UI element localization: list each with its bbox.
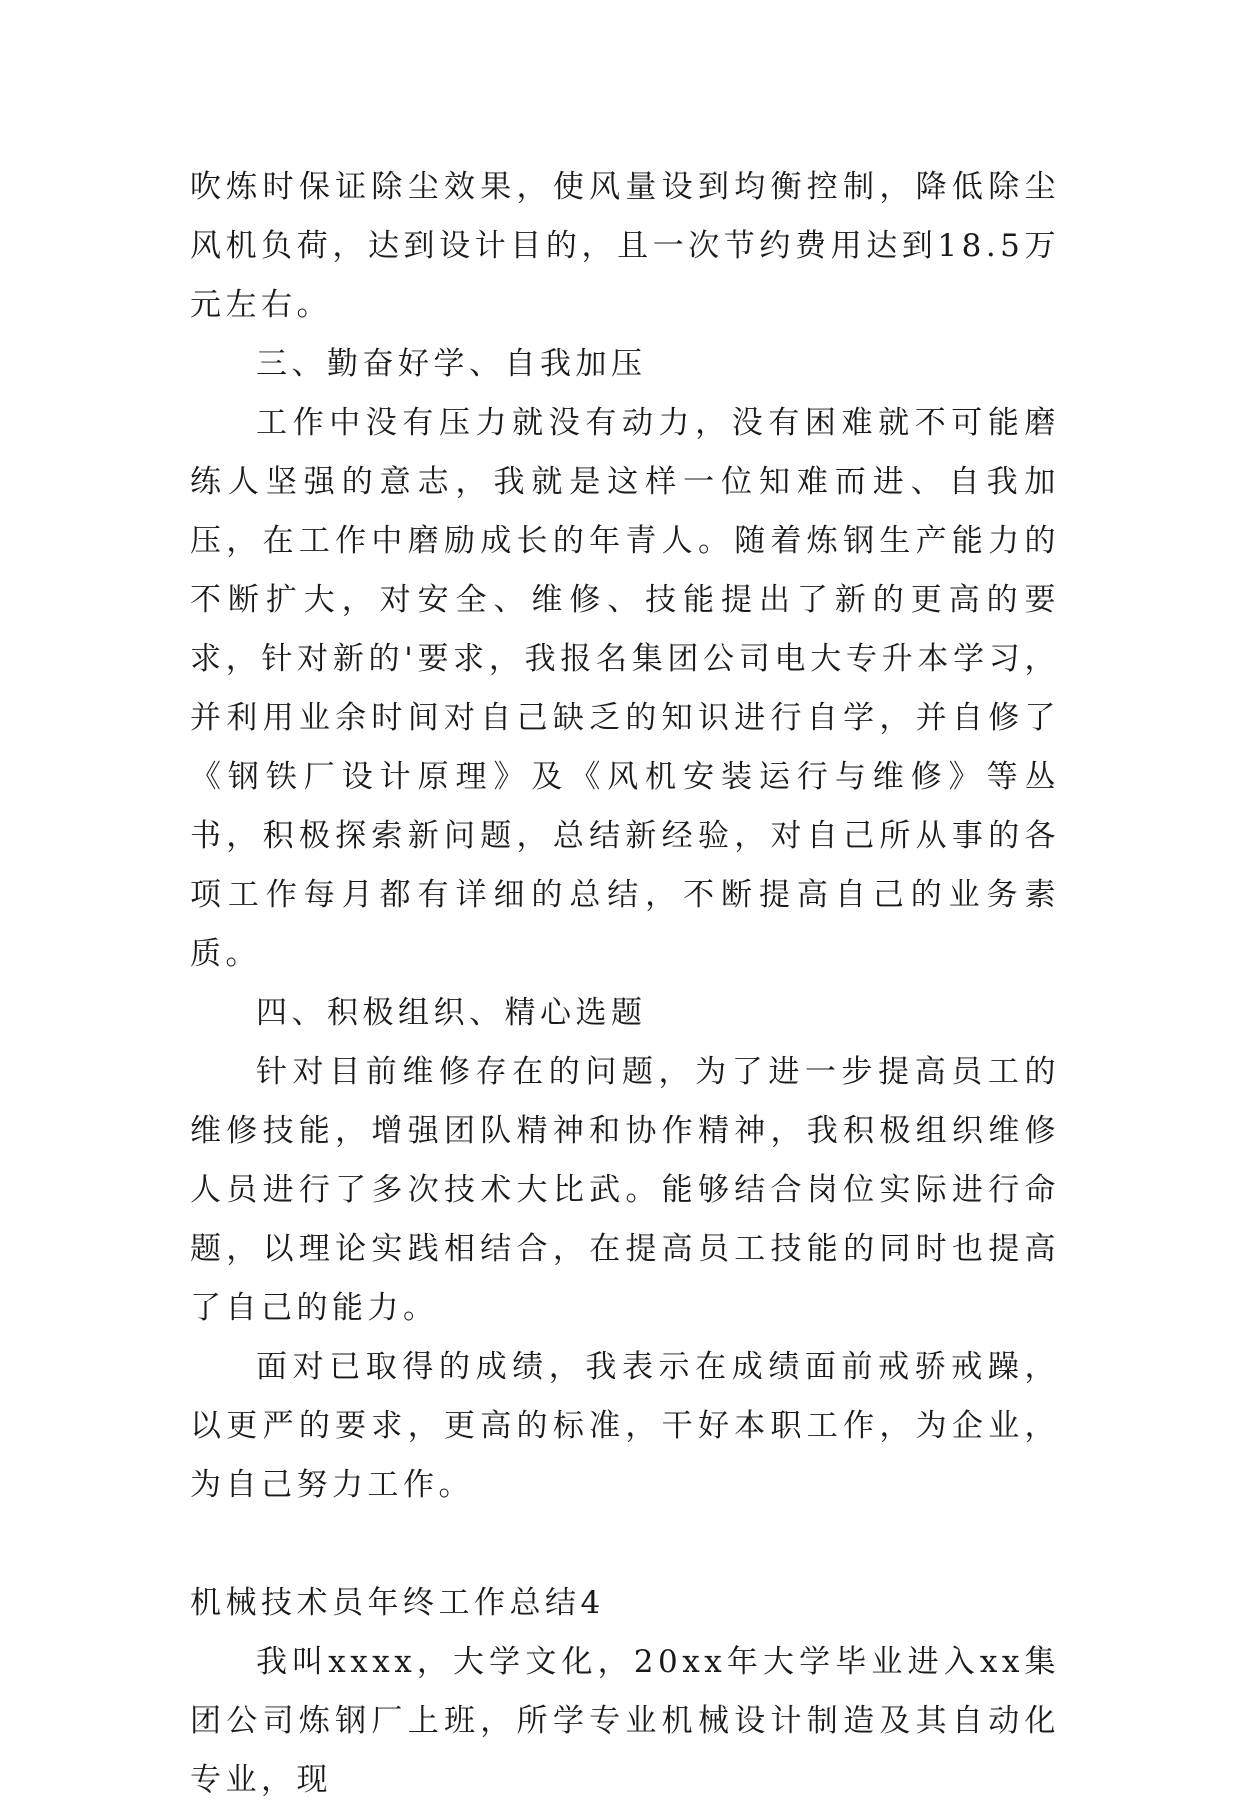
- paragraph-self-study: 工作中没有压力就没有动力，没有困难就不可能磨练人坚强的意志，我就是这样一位知难而进、自我加压，在工作中磨励成长的年青人。随着炼钢生产能力的不断扩大，对安全、维修、技能提出了新的更高的要求，针对新的'要求，我报名集团公司电大专升本学习，并利用业余时间对自己缺乏的知识进行自学，并自修了《钢铁厂设计原理》及《风机安装运行与维修》等丛书，积极探索新问题，总结新经验，对自己所从事的各项工作每月都有详细的总结，不断提高自己的业务素质。: [190, 405, 1060, 972]
- heading-section-3: 三、勤奋好学、自我加压: [256, 346, 647, 382]
- paragraph-skill-competition: 针对目前维修存在的问题，为了进一步提高员工的维修技能，增强团队精神和协作精神，我积极组织维修人员进行了多次技术大比武。能够结合岗位实际进行命题，以理论实践相结合，在提高员工技能的同时也提高了自己的能力。: [190, 1054, 1060, 1326]
- paragraph-dust-removal: 吹炼时保证除尘效果，使风量设到均衡控制，降低除尘风机负荷，达到设计目的，且一次节约费用达到18.5万元左右。: [190, 169, 1060, 323]
- section-title: 机械技术员年终工作总结4: [190, 1585, 605, 1621]
- paragraph-conclusion: 面对已取得的成绩，我表示在成绩面前戒骄戒躁，以更严的要求，更高的标准，干好本职工作，为企业，为自己努力工作。: [190, 1349, 1060, 1503]
- document-page: [190, 158, 1060, 1810]
- heading-section-4: 四、积极组织、精心选题: [256, 995, 647, 1031]
- paragraph-introduction: 我叫xxxx，大学文化，20xx年大学毕业进入xx集团公司炼钢厂上班，所学专业机械设计制造及其自动化专业，现: [190, 1644, 1060, 1798]
